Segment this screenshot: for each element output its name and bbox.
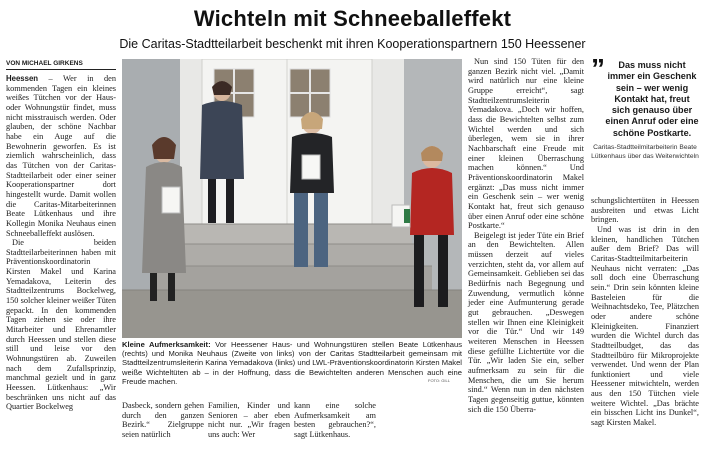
article-column-4 xyxy=(591,196,699,428)
bottom-column-3: kann eine solche Aufmerksamkeit am besten gebrauchen?“, sagt Lütkenhaus. xyxy=(294,401,376,439)
column-3-paragraph-1: Nun sind 150 Tüten für den ganzen Bezirk nicht viel. „Damit wird natürlich nur eine kleine Gruppe erreicht“, sagt Stadtteilzentrumsleiterin Yemadakova. „Doch wir hoffen, dass die Bewichtelten selbst zum Wichtel werden und sich überlegen, wem sie in ihrer Nachbarschaft eine Freude mit einer kleinen Überraschung machen können.“ Und Präventionskoordinatorin Makel ergänzt: „Das muss nicht immer ein Geschenk sein – wer wenig Kontakt hat, freut sich genauso über einen Anruf oder eine schöne Postkarte.“ xyxy=(468,57,584,231)
caption-lead: Kleine Aufmerksamkeit: xyxy=(122,340,211,349)
dateline: Heessen xyxy=(6,74,39,83)
bottom-column-2: Familien, Kinder und Senioren – aber eben nicht nur. „Wir fragen uns auch: Wer xyxy=(208,401,290,439)
article-photo xyxy=(122,59,462,338)
photo-credit: FOTO: GILL xyxy=(428,378,450,383)
bottom-column-1: Dasbeck, sondern gehen durch den ganzen Bezirk.“ Zielgruppe seien natürlich xyxy=(122,401,204,439)
column-1-paragraph-1: – Wer in den kommenden Tagen ein kleines weißes Tütchen vor der Haus- oder Wohnungstür findet, muss nicht misstrauisch werden. Oder glauben, der schöne Nachbar habe ein Auge auf die Bewohnerin geworfen. Es ist ziemlich wahrscheinlich, dass das Tütchen von der Caritas-Stadtteilarbeit oder einer seiner Kooperationspartner dort hingestellt wurde. Damit wollen die Caritas-Mitarbeiterinnen Beate Lütkenhaus und ihre Kollegin Monika Neuhaus einen Schneeballeffekt auslösen. xyxy=(6,74,116,238)
caption-text: Vor Heessener Haus- und Wohnungstüren stellen Beate Lütkenhaus (rechts) und Monika Neuhaus (Zweite von links) von der Caritas Stadtteilarbeit gemeinsam mit Stadtteilzentrumsleiterin Karina Yemadakova (links) und LWL-Präventionskoordinatorin Kirsten Makel weiße Wichteltüten ab – in der Hoffnung, dass die Bewichtelten anderen Menschen auch eine Freude machen. xyxy=(122,340,463,386)
article-headline: Wichteln mit Schneeballeffekt xyxy=(193,6,512,31)
article-column-3 xyxy=(468,57,584,414)
photo-caption xyxy=(122,340,462,386)
column-1-paragraph-2: Die beiden Stadtteilarbeiterinnen haben mit Präventionskoordinatorin Kirsten Makel und Karina Yemadakova, Leiterin des Stadtteilzentrums Bockelweg, 150 solcher kleiner weißer Tüten gepackt. In den kommenden Tagen ziehen sie oder ihre Mitarbeiter und Ehrenamtler durch Heessen und stellen diese still und leise vor den Wohnungstüren ab. Zuweilen nach dem Zufallsprinzip, manchmal gezielt und in ganz Heessen. Lütkenhaus: „Wir beschränken uns nicht auf das Quartier Bockelweg xyxy=(6,238,116,412)
pull-quote xyxy=(591,53,699,161)
column-4-paragraph-1: schungslichtertüten in Heessen ausbreiten und etwas Licht bringen. xyxy=(591,196,699,225)
quote-mark-icon: ” xyxy=(591,53,605,84)
pull-quote-source: Caritas-Stadtteilmitarbeiterin Beate Lütkenhaus über das Weiterwichteln xyxy=(591,144,699,160)
column-4-paragraph-2: Und was ist drin in den kleinen, handlichen Tütchen außer dem Brief? Das will Caritas-Stadtteilmitarbeiterin Neuhaus nicht verraten: „Das soll doch eine Überraschung sein.“ Drin sein könnten kleine Basteleien für die Weihnachtsdeko, Tee, Plätzchen oder andere schöne Kleinigkeiten. Finanziert wurden die Wichtel durch das Stadtteilbudget, das das Stadtteilbüro für Mikroprojekte verwendet. Und wenn der Plan funktioniert und viele Heessener mitwichteln, werden aus den 150 Tütchen viele weitere Wichtel. „Das brächte ein bisschen Licht ins Dunkel“, sagt Kirsten Makel. xyxy=(591,224,699,428)
byline: VON MICHAEL GIRKENS xyxy=(6,60,116,70)
article-column-1 xyxy=(6,74,116,412)
article-subheadline: Die Caritas-Stadtteilarbeit beschenkt mit ihren Kooperationspartnern 150 Heessener xyxy=(119,37,586,51)
column-3-paragraph-2: Beigelegt ist jeder Tüte ein Brief an den Bewichtelten. Allen müssen derzeit auf vieles verzichten, steht da, vor allem auf Gemeinsamkeit. Geblieben sei das Bedürfnis nach Begegnung und Zuwendung, vermutlich könne jeder eine Aufmunterung gerade gut gebrauchen. „Deswegen stellen wir Ihnen eine Kleinigkeit vor die Tür.“ Und wir 149 weiteren Menschen in Heessen diese gefüllte Lichtertüte vor die Tür. „Wir laden Sie ein, selber aufmerksam zu sein für die Menschen, die um Sie herum sind.“ Wenn nun in den nächsten Tagen gegenseitig guttue, könnten sich die 150 Überra- xyxy=(468,230,584,414)
pull-quote-text: Das muss nicht immer ein Geschenk sein – wer wenig Kontakt hat, freut sich genauso über einen Anruf oder eine schöne Postkarte. xyxy=(605,60,699,138)
